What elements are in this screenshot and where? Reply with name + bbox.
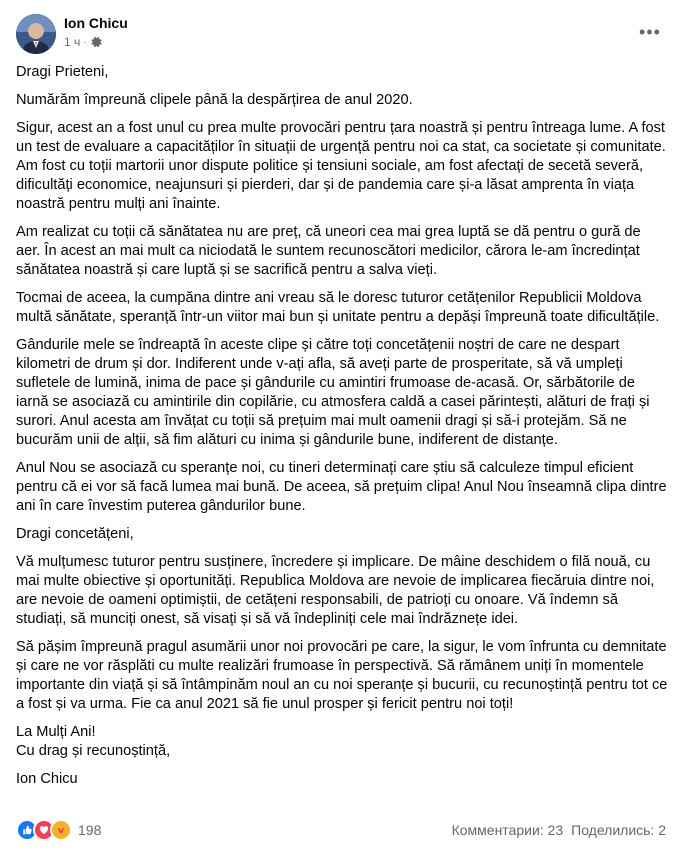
paragraph: Numărăm împreună clipele până la despărțirea de anul 2020. [16,92,413,108]
shares-count-link[interactable]: Поделились: 2 [571,822,666,838]
audience-icon[interactable] [90,36,102,48]
care-reaction-icon [50,819,72,841]
paragraph: Sigur, acest an a fost unul cu prea multe provocări pentru țara noastră și pentru întreaga lume. A fost un test de evaluare a capacităților în situații de urgență pentru noi ca stat, ca societate și comunitate. Am fost cu toții martorii unor dispute politice și tensiuni sociale, am fost afectați de secetă severă, dificultăți economice, neajunsuri și pierderi, dar și de pandemia care și-a lăsat amprenta în viața noastră pentru mulți ani înainte. [16,120,666,212]
paragraph: Vă mulțumesc tuturor pentru susținere, încredere și implicare. De mâine deschidem o filă nouă, cu mai multe obiective și oportunități. Republica Moldova are nevoie de implicarea fiecăruia dintre noi, are nevoie de oameni optimiștii, de cetățeni responsabili, de patrioți cu onoare. Vă îndemn să studiați, să munciți onest, să visați și să vă îndepliniți cele mai îndrăznețe idei. [16,554,655,627]
more-options-button[interactable]: ••• [639,21,661,42]
paragraph: Cu drag și recunoștință, [16,743,171,759]
author-avatar[interactable] [16,14,56,54]
post-meta [64,35,102,49]
paragraph: Tocmai de aceea, la cumpăna dintre ani vreau să le doresc tuturor cetățenilor Republicii Moldova multă sănătate, speranță într-un viitor mai bun și unitate pentru a depăși împreună toate dificultățile. [16,290,660,325]
post-time[interactable]: 1 ч [64,35,81,49]
signature: Ion Chicu [16,771,78,787]
meta-separator: · [83,36,87,48]
paragraph: Am realizat cu toții că sănătatea nu are preț, că uneori cea mai grea luptă se dă pentru o gură de aer. În acest an mai mult ca niciodată le suntem recunoscători medicilor, cărora le-am încredințat sănătatea noastră și care luptă și se sacrifică pentru a salva vieți. [16,224,641,278]
paragraph: La Mulți Ani! [16,724,96,740]
paragraph: Să pășim împreună pragul asumării unor noi provocări pe care, la sigur, le vom înfrunta cu demnitate și care ne vor răsplăti cu multe realizări frumoase în perspectivă. Să rămânem uniți în momentele importante din viață și să întâmpinăm noul an cu noi speranțe și bucurii, cu recunoștință pentru tot ce a fost și va urma. Fie ca anul 2021 să fie unul prosper și fericit pentru noi toți! [16,639,668,712]
author-name[interactable]: Ion Chicu [64,15,128,31]
paragraph: Dragi Prieteni, [16,64,109,80]
post-footer [16,818,666,842]
post-body [16,63,668,798]
paragraph: Dragi concetățeni, [16,526,134,542]
reactions-count: 198 [78,822,102,838]
comments-count-link[interactable]: Комментарии: 23 [451,822,564,838]
paragraph: Gândurile mele se îndreaptă în aceste clipe și către toți concetățenii noștri de care ne despart kilometri de drum și dor. Indiferent unde v-ați afla, să aveți parte de prosperitate, să vă umpleți sufletele de lumină, inima de pace și gândurile cu amintiri frumoase de-acasă. Or, sărbătorile de iarnă se asociază cu amintirile din copilărie, cu atmosfera caldă a casei părintești, alături de frați și surori. Anul acesta am învățat cu toții să prețuim mai mult oamenii dragi și să-i protejăm. Să ne bucurăm unii de alții, să fim alături cu inima și gândurile bune, indiferent de distanțe. [16,337,650,448]
post-stats [452,822,666,838]
avatar-image [16,14,56,54]
reactions-summary[interactable] [16,819,101,841]
paragraph: Anul Nou se asociază cu speranțe noi, cu tineri determinați care știu să calculeze timpul eficient pentru că ei vor să facă lumea mai bună. De aceea, să prețuim clipa! Anul Nou înseamnă clipa dintre ani în care învestim puterea gândurilor bune. [16,460,667,514]
post-header [16,12,668,56]
